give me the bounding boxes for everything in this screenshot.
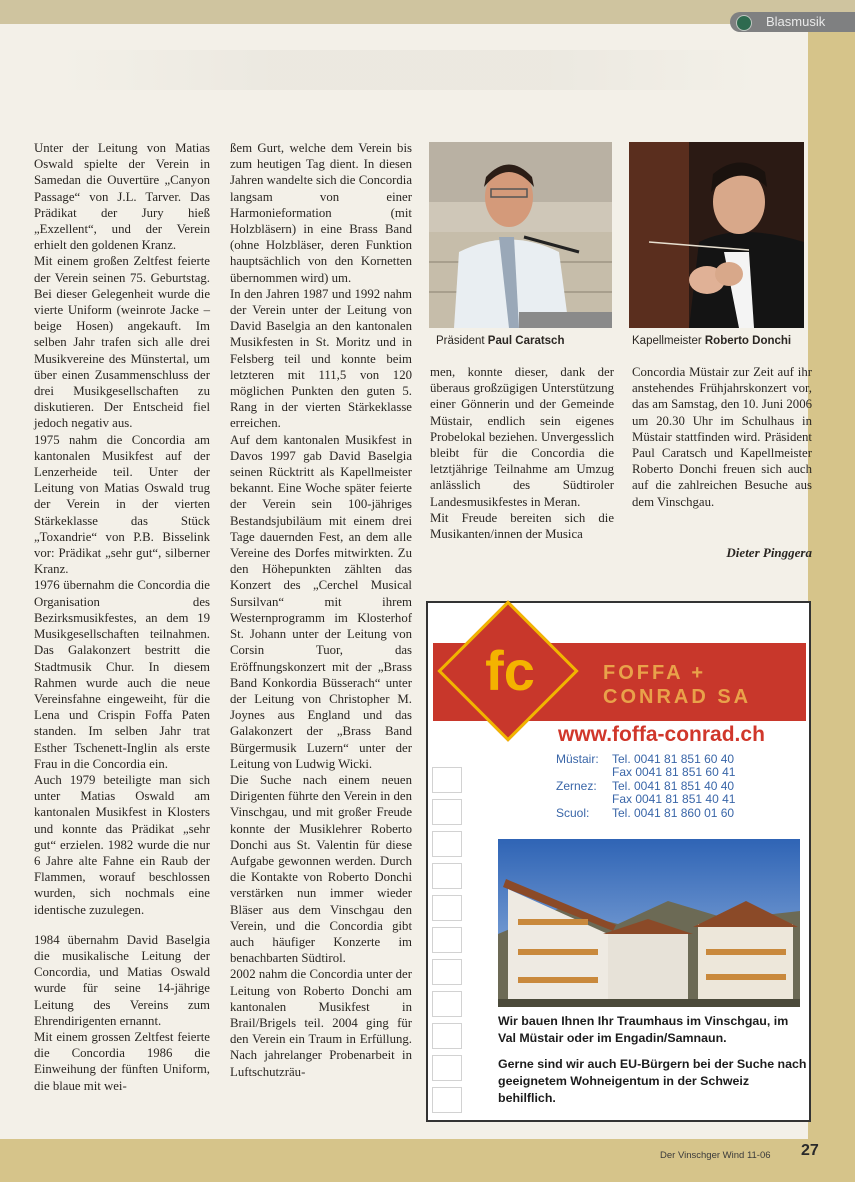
ad-contact-row: [556, 753, 806, 778]
contact-tel: Tel. 0041 81 851 40 40: [612, 779, 735, 793]
caption-role: Präsident: [436, 335, 488, 347]
paragraph: 1984 übernahm David Baselgia die musikalische Leitung der Concordia, und Matias Oswald wurde für seine 14-jährige Leitung des Vereins zum Ehrendirigenten ernannt.: [34, 932, 210, 1028]
ad-paragraph: Gerne sind wir auch EU-Bürgern bei der Suche nach geeignetem Wohneigentum in der Schweiz behilflich.: [498, 1057, 807, 1105]
footer-publication: Der Vinschger Wind 11-06: [660, 1150, 771, 1161]
article-column-4: [632, 364, 812, 510]
advertisement: [426, 601, 811, 1122]
paragraph: Mit einem großen Zeltfest feierte der Verein seinen 75. Geburtstag. Bei dieser Gelegenheit wurde die vierte Uniform (weinrote Jacke – beige Hosen) angekauft. Im selben Jahr trafen sich alle drei Musikvereine des Münstertal, um über einen Zusammenschluss der drei Musikgesellschaften zu diskutieren. Der Entscheid fiel jedoch negativ aus.: [34, 254, 210, 431]
paragraph: 2002 nahm die Concordia unter der Leitung von Roberto Donchi am kantonalen Musikfest in Brail/Brigels teil. 2004 ging für den Verein ein Traum in Erfüllung. Nach jahrelanger Probenarbeit in Luftschutzräu-: [230, 967, 412, 1079]
section-tab: [730, 12, 855, 32]
ad-website-link[interactable]: www.foffa-conrad.ch: [558, 723, 765, 746]
ad-contact-list: [556, 753, 806, 822]
ad-company-line: FOFFA +: [603, 662, 707, 684]
paragraph: Auch 1979 beteiligte man sich unter Matias Oswald am kantonalen Musikfest in Klosters und konnte das Prädikat „sehr gut“ erzielen. 1982 wurde die nur 6 Jahre alte Fahne ein Raub der Flammen, worauf beschlossen wurden, sich nochmals eine identische zuzulegen.: [34, 772, 210, 917]
article-column-2: [230, 140, 412, 1080]
ad-contact-row: [556, 780, 806, 805]
section-label: Blasmusik: [766, 14, 826, 29]
contact-tel: Tel. 0041 81 851 60 40: [612, 752, 735, 766]
page-number: 27: [801, 1142, 819, 1159]
caption-president: [436, 335, 564, 347]
ad-decorative-pattern: [432, 767, 464, 1119]
contact-tel: Tel. 0041 81 860 01 60: [612, 806, 735, 820]
photo-kapellmeister: [629, 142, 804, 328]
ad-company-line: CONRAD SA: [603, 686, 752, 708]
caption-kapellmeister: [632, 335, 791, 347]
paragraph: 1975 nahm die Concordia am kantonalen Musikfest auf der Lenzerheide teil. Unter der Leitung von Matias Oswald trug der Verein in der vierten Stärkeklasse das Stück „Toxandrie“ von P.B. Bisselink vor: Prädikat „sehr gut“, silberner Kranz.: [34, 432, 210, 577]
section-dot-icon: [736, 15, 752, 31]
paragraph: Mit einem grossen Zeltfest feierte die Concordia 1986 die Einweihung der fünften Uniform, die blaue mit wei-: [34, 1029, 210, 1093]
photo-president: [429, 142, 612, 328]
article-column-1: [34, 140, 210, 1094]
caption-person: Paul Caratsch: [487, 335, 565, 347]
faded-show-through: [60, 50, 760, 90]
ad-contact-row: [556, 807, 806, 820]
page-right-edge: [808, 24, 855, 1139]
paragraph: Auf dem kantonalen Musikfest in Davos 1997 gab David Baselgia seinen Rücktritt als Kapellmeister bekannt. Eine Woche später feierte der Verein sein 100-jähriges Bestandsjubiläum mit einem drei Tage dauernden Fest, an dem alle Vereine des Dorfes mitwirkten. Zu den Höhepunkten zählten das Konzert des „Cerchel Musical Sursilvan“ mit ihrem Westernprogramm im Klosterhof St. Johann unter der Leitung von Corsin Tuor, das Eröffnungskonzert mit der „Brass Band Konkordia Büsserach“ unter der Leitung von Christopher M. Joynes aus England und das Galakonzert der „Brass Band Bürgermusik Luzern“ unter der Leitung von Ludwig Wicki.: [230, 432, 412, 771]
paragraph: Mit Freude bereiten sich die Musikanten/innen der Musica: [430, 510, 614, 542]
contact-place: Scuol:: [556, 806, 590, 820]
author-signature: Dieter Pinggera: [726, 545, 812, 560]
page-top-edge: [0, 0, 855, 24]
ad-building-photo: [498, 839, 800, 1007]
contact-place: Müstair:: [556, 752, 599, 766]
ad-paragraph: Wir bauen Ihnen Ihr Traumhaus im Vinschgau, im Val Müstair oder im Engadin/Samnaun.: [498, 1014, 789, 1045]
paragraph: men, konnte dieser, dank der überaus großzügigen Unterstützung einer Gönnerin und der Gemeinde Müstair, endlich sein eigenes Probelokal beziehen. Unvergesslich bleibt für die Concordia die letztjährige Teilnahme am Umzug anlässlich des Südtiroler Landesmusikfestes in Meran.: [430, 365, 614, 509]
paragraph: Concordia Müstair zur Zeit auf ihr anstehendes Frühjahrskonzert vor, das am Samstag, den 10. Juni 2006 um 20.30 Uhr im Schulhaus in Müstair stattfinden wird. Präsident Paul Caratsch und Kapellmeister Roberto Donchi freuen sich auch auf die zahlreichen Besuche aus dem Vinschgau.: [632, 365, 812, 509]
caption-role: Kapellmeister: [632, 335, 705, 347]
paragraph: 1976 übernahm die Concordia die Organisation des Bezirksmusikfestes, an dem 19 Musikgesellschaften teilnahmen. Das Galakonzert bestritt die Stadtmusik Chur. In diesem Rahmen wurde auch die neue Vereinsfahne eingeweiht, für die Lena und Crispin Foffa Paten standen. Im selben Jahr trat Esther Tschenett-Inglin als erste Frau in die Concordia ein.: [34, 578, 210, 771]
contact-fax: Fax 0041 81 851 60 41: [612, 764, 736, 779]
ad-body-text: [498, 1013, 808, 1116]
article-column-3: [430, 364, 614, 542]
ad-company-name: [603, 661, 751, 709]
contact-place: Zernez:: [556, 779, 597, 793]
paragraph: In den Jahren 1987 und 1992 nahm der Verein unter der Leitung von David Baselgia an den kantonalen Musikfesten in St. Moritz und in Felsberg teil und konnte beim letzteren mit 111,5 von 120 möglichen Punkten den guten 5. Rang in der vierten Stärkeklasse erreichen.: [230, 286, 412, 431]
paragraph: ßem Gurt, welche dem Verein bis zum heutigen Tag dient. In diesen Jahren wandelte sich die Concordia langsam von einer Harmonieformation (mit Holzbläsern) in eine Brass Band (ohne Holzbläser, deren Funktion hauptsächlich von den Kornetten übernommen wird) um.: [230, 141, 412, 285]
paragraph: Die Suche nach einem neuen Dirigenten führte den Verein in den Vinschgau, und mit großer Freude konnte der Musiklehrer Roberto Donchi aus St. Valentin für diese Aufgabe gewonnen werden. Durch die Kontakte von Roberto Donchi verstärken nun immer wieder Bläser aus dem Vinschgau den Verein, und die Concordia gibt auch häufiger Konzerte im benachbarten Südtirol.: [230, 772, 412, 966]
contact-fax: Fax 0041 81 851 40 41: [612, 791, 736, 806]
paragraph: Unter der Leitung von Matias Oswald spielte der Verein in Samedan die Ouvertüre „Canyon Passage“ von J.L. Tarver. Das Prädikat der Jury hieß „Exzellent“, und der Verein erhielt den goldenen Kranz.: [34, 141, 210, 253]
ad-logo-icon: fc: [485, 639, 535, 702]
caption-person: Roberto Donchi: [704, 335, 792, 347]
